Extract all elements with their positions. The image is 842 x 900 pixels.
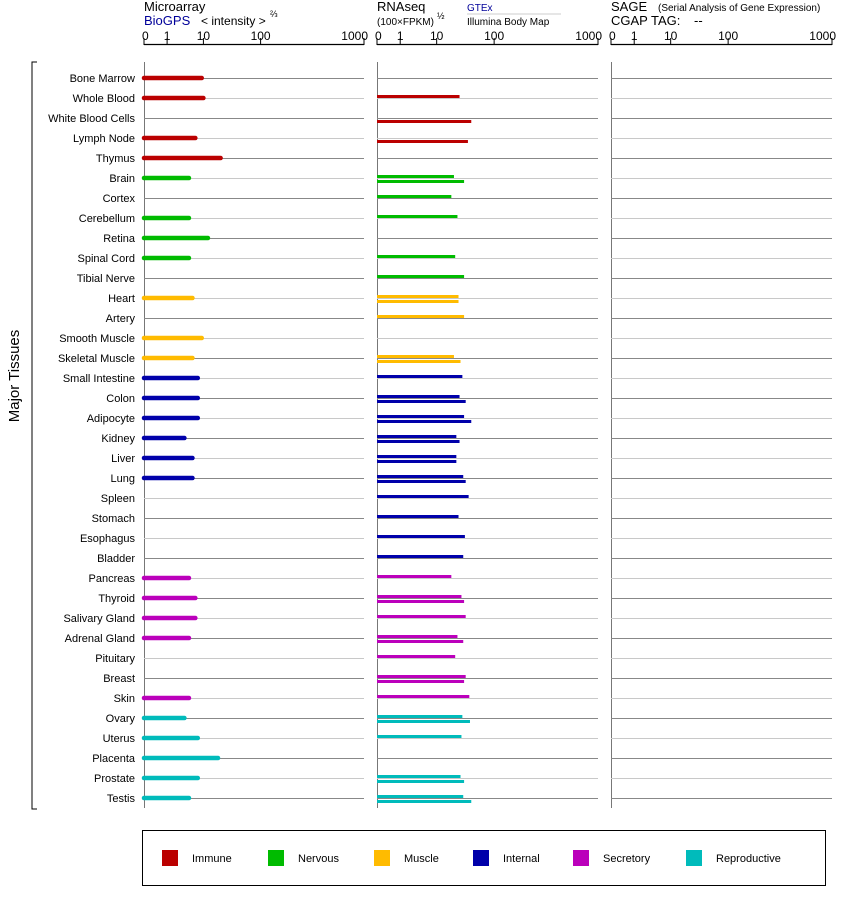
major-tissues-label: Major Tissues	[6, 329, 23, 423]
gtex-bar	[377, 635, 457, 638]
tissue-label: Skin	[113, 693, 135, 705]
tissue-label: Bone Marrow	[69, 73, 135, 85]
tissue-label: Cerebellum	[78, 213, 135, 225]
rnaseq-tick-label: 1	[396, 29, 404, 43]
gtex-bar	[377, 295, 459, 298]
gtex-bar	[377, 775, 461, 778]
gtex-bar	[377, 95, 460, 98]
cgap-value: --	[694, 13, 703, 28]
gtex-link[interactable]: GTEx	[467, 3, 493, 14]
tissue-labels	[48, 73, 136, 805]
legend-swatch-immune	[162, 850, 178, 866]
fpkm-exponent: ½	[437, 11, 445, 21]
legend-label-internal: Internal	[503, 853, 540, 865]
gtex-bar	[377, 395, 460, 398]
tissue-label: Heart	[108, 293, 135, 305]
tissue-label: Kidney	[101, 433, 135, 445]
sage-tick-label: 1000	[809, 29, 836, 43]
legend-swatch-secretory	[573, 850, 589, 866]
tissue-label: Lung	[110, 473, 135, 485]
tissue-label: Colon	[106, 393, 135, 405]
gtex-bar	[377, 375, 462, 378]
grid-layer	[144, 62, 832, 808]
ibm-bar	[377, 300, 459, 303]
gtex-bar	[377, 795, 463, 798]
tissue-label: Spinal Cord	[77, 253, 135, 265]
sage-tick-label: 0	[609, 29, 616, 43]
gtex-bar	[377, 175, 454, 178]
sage-tick-label: 100	[718, 29, 739, 43]
gtex-bar	[377, 455, 456, 458]
gtex-bar	[377, 515, 459, 518]
gtex-bar	[377, 615, 466, 618]
ibm-bar	[377, 780, 464, 783]
tissue-label: Thyroid	[98, 593, 135, 605]
gtex-bar	[377, 555, 463, 558]
tissue-label: Breast	[103, 673, 135, 685]
ibm-bar	[377, 680, 464, 683]
sage-tick-label: 1	[630, 29, 638, 43]
microarray-tick-label: 0	[142, 29, 149, 43]
tissue-label: Cortex	[102, 193, 135, 205]
ibm-bar	[377, 120, 471, 123]
fpkm-label: (100×FPKM)	[377, 17, 434, 28]
tissue-label: Stomach	[91, 513, 135, 525]
gtex-bar	[377, 735, 461, 738]
ibm-bar	[377, 460, 456, 463]
tissue-label: Placenta	[92, 753, 135, 765]
ibm-bar	[377, 360, 461, 363]
gtex-bar	[377, 355, 454, 358]
legend-swatch-internal	[473, 850, 489, 866]
gtex-bar	[377, 675, 466, 678]
microarray-tick-label: 1	[163, 29, 171, 43]
gtex-bar	[377, 215, 457, 218]
tissue-label: Adipocyte	[86, 413, 135, 425]
tissue-label: Small Intestine	[62, 373, 135, 385]
group-bracket	[32, 62, 37, 809]
microarray-title: Microarray	[144, 0, 206, 14]
ibm-bar	[377, 140, 468, 143]
rnaseq-tick-label: 10	[429, 29, 444, 43]
microarray-tick-label: 1000	[341, 29, 368, 43]
legend-label-reproductive: Reproductive	[716, 853, 781, 865]
tissue-label: White Blood Cells	[48, 113, 135, 125]
sage-title: SAGE	[611, 0, 648, 14]
tissue-label: Skeletal Muscle	[57, 353, 135, 365]
tissue-label: Salivary Gland	[63, 613, 135, 625]
intensity-label: < intensity >	[201, 14, 266, 28]
tissue-label: Artery	[105, 313, 135, 325]
tissue-label: Retina	[103, 233, 135, 245]
ibm-bar	[377, 640, 463, 643]
gtex-bar	[377, 575, 451, 578]
tissue-label: Thymus	[95, 153, 135, 165]
microarray-tick-label: 10	[196, 29, 211, 43]
cgap-label: CGAP TAG:	[611, 13, 681, 28]
tissue-label: Smooth Muscle	[59, 333, 135, 345]
gtex-bar	[377, 475, 463, 478]
sage-tick-label: 10	[663, 29, 678, 43]
ibm-bar	[377, 400, 466, 403]
gtex-bar	[377, 195, 451, 198]
bar-layer	[144, 78, 471, 803]
gtex-bar	[377, 495, 469, 498]
rnaseq-tick-label: 1000	[575, 29, 602, 43]
gtex-bar	[377, 695, 469, 698]
gtex-bar	[377, 435, 456, 438]
legend-swatch-muscle	[374, 850, 390, 866]
ibm-bar	[377, 420, 471, 423]
tissue-label: Liver	[111, 453, 135, 465]
tissue-label: Esophagus	[79, 533, 135, 545]
microarray-tick-label: 100	[250, 29, 271, 43]
biogps-link[interactable]: BioGPS	[144, 13, 191, 28]
legend-label-nervous: Nervous	[298, 853, 339, 865]
tissue-label: Bladder	[97, 553, 135, 565]
tick-layer	[142, 29, 836, 45]
gtex-bar	[377, 715, 462, 718]
tissue-label: Whole Blood	[72, 93, 135, 105]
tissue-label: Ovary	[105, 713, 135, 725]
tissue-label: Uterus	[102, 733, 135, 745]
gtex-bar	[377, 315, 464, 318]
illumina-label: Illumina Body Map	[467, 17, 550, 28]
rnaseq-tick-label: 0	[375, 29, 382, 43]
tissue-label: Lymph Node	[73, 133, 135, 145]
ibm-bar	[377, 480, 466, 483]
sage-subtitle: (Serial Analysis of Gene Expression)	[658, 3, 821, 14]
ibm-bar	[377, 600, 464, 603]
tissue-label: Tibial Nerve	[76, 273, 135, 285]
legend-swatch-reproductive	[686, 850, 702, 866]
ibm-bar	[377, 180, 464, 183]
gtex-bar	[377, 255, 455, 258]
tissue-label: Prostate	[94, 773, 135, 785]
tissue-label: Pituitary	[95, 653, 135, 665]
gtex-bar	[377, 275, 464, 278]
tissue-label: Pancreas	[88, 573, 135, 585]
ibm-bar	[377, 800, 471, 803]
rnaseq-tick-label: 100	[484, 29, 505, 43]
tissue-label: Brain	[109, 173, 135, 185]
legend-label-immune: Immune	[192, 853, 232, 865]
ibm-bar	[377, 720, 470, 723]
gtex-bar	[377, 535, 465, 538]
tissue-label: Spleen	[100, 493, 135, 505]
ibm-bar	[377, 440, 460, 443]
gtex-bar	[377, 655, 455, 658]
tissue-label: Adrenal Gland	[64, 633, 135, 645]
gtex-bar	[377, 595, 461, 598]
gtex-bar	[377, 415, 464, 418]
legend-label-muscle: Muscle	[404, 853, 439, 865]
tissue-label: Testis	[106, 793, 135, 805]
rnaseq-title: RNAseq	[377, 0, 426, 14]
legend-swatch-nervous	[268, 850, 284, 866]
legend-label-secretory: Secretory	[603, 853, 651, 865]
intensity-exponent: ⅔	[270, 9, 278, 19]
